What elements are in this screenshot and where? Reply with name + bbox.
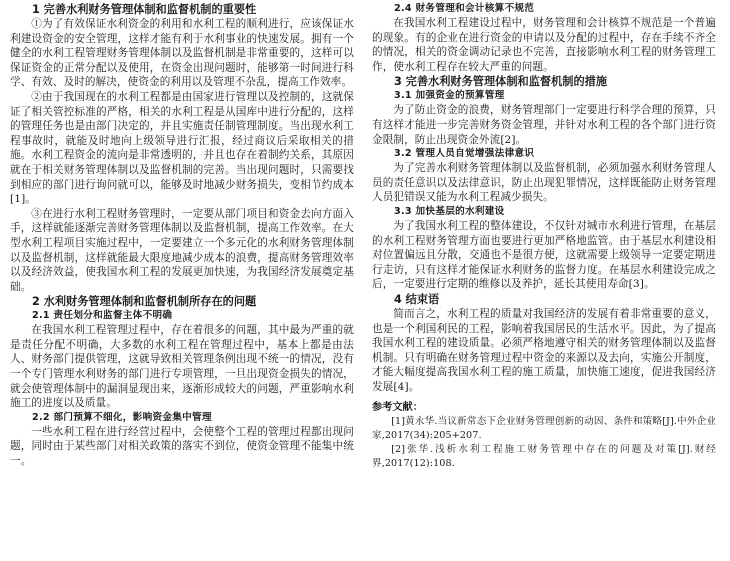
section-3-3-paragraph: 为了我国水利工程的整体建设，不仅针对城市水利进行管理，在基层的水利工程财务管理方面也要进行更加严格地监管。由于基层水利建设相对位置偏远且分散，交通也不是很方便，这就需要上级领导一定要定期进行走访，只有这样才能保证水利财务的监督力度。在基层水利建设完成之后，一定要进行定期的维修以及养护，延长其使用寿命[3]。 — [372, 219, 716, 291]
section-2-1-paragraph: 在我国水利工程管理过程中，存在着很多的问题，其中最为严重的就是责任分配不明确，大多数的水利工程在管理过程中，基本上都是由法人、财务部门提供管理，这就导致相关管理条例出现不统一的情况，没有一个专门管理水利财务的部门进行专项管理，一旦出现资金损失的情况，就会使管理体制中的漏洞显现出来，逐渐形成较大的问题，严重影响水利施工的进度以及质量。 — [10, 324, 354, 410]
section-1-paragraph-1: ①为了有效保证水利资金的利用和水利工程的顺利进行，应该保证水利建设资金的安全管理，这样才能有利于水利事业的快速发展。拥有一个健全的水利工程管理财务管理体制以及监督机制是非常重要的，这样可以保证资金的正常分配以及使用，在资金出现问题时，能够第一时间进行科学、有效、及时的解决，使资金的利用以及管理不杂乱，提高工作效率。 — [10, 18, 354, 89]
section-2-2-paragraph: 一些水利工程在进行经营过程中，会使整个工程的管理过程都出现问题，同时由于某些部门对相关政策的落实不到位，使资金管理不能集中统一。 — [10, 425, 354, 468]
right-column — [372, 2, 716, 471]
section-3-3-heading: 3.3 加快基层的水利建设 — [394, 205, 505, 217]
left-column — [10, 2, 354, 469]
section-3-heading: 3 完善水利财务管理体制和监督机制的措施 — [394, 75, 608, 89]
references-heading: 参考文献： — [372, 402, 423, 414]
section-4-heading: 4 结束语 — [394, 292, 440, 306]
section-2-4-heading: 2.4 财务管理和会计核算不规范 — [394, 3, 535, 14]
section-3-2-paragraph: 为了完善水利财务管理体制以及监督机制，必须加强水利财务管理人员的责任意识以及法律意识，防止出现犯罪情况，这样既能防止财务管理人员犯错误又能为水利工程减少损失。 — [372, 162, 716, 204]
section-1-heading: 1 完善水利财务管理体制和监督机制的重要性 — [32, 3, 257, 16]
section-3-1-heading: 3.1 加强资金的预算管理 — [394, 90, 505, 102]
section-2-heading: 2 水利财务管理体制和监督机制所存在的问题 — [32, 295, 257, 309]
section-3-1-paragraph: 为了防止资金的浪费，财务管理部门一定要进行科学合理的预算，只有这样才能进一步完善财务资金管理，并针对水利工程的各个部门进行资金限制，防止出现资金外流[2]。 — [372, 104, 716, 146]
section-1-paragraph-3: ③在进行水利工程财务管理时，一定要从部门项目和资金去向方面入手，这样就能逐渐完善财务管理体制以及监督机制，提高工作效率。在大型水利工程项目实施过程中，一定要建立一个多元化的水利财务管理体制以及监督机制，这样就能最大限度地减少成本的浪费，提高财务管理效率以及经济效益，使我国水利工程的发展更加快速，为我国经济发展奠定基础。 — [10, 207, 354, 293]
conclusion-paragraph: 简而言之，水利工程的质量对我国经济的发展有着非常重要的意义，也是一个利国利民的工程，影响着我国居民的生活水平。因此，为了提高我国水利工程的建设质量。必须严格地遵守相关的财务管理体制以及监督机制。只有明确在财务管理过程中资金的来源以及去向，实施公开制度，才能大幅度提高我国水利工程的施工质量，加快施工速度，促进我国经济发展[4]。 — [372, 307, 716, 393]
section-2-1-heading: 2.1 责任划分和监督主体不明确 — [32, 310, 173, 322]
reference-1: [1]黄永华.当议新常态下企业财务管理创新的动因、条件和策略[J].中外企业家,2017(34):205+207. — [372, 416, 716, 442]
section-2-4-paragraph: 在我国水利工程建设过程中，财务管理和会计核算不规范是一个普遍的现象。有的企业在进行资金的申请以及分配的过程中，存在手续不齐全的情况，相关的资金调动记录也不完善，直接影响水利工程的财务管理工作，使水利工程存在较大严重的问题。 — [372, 17, 716, 73]
section-3-2-heading: 3.2 管理人员自觉增强法律意识 — [394, 148, 535, 160]
reference-2: [2]张华.浅析水利工程施工财务管理中存在的问题及对策[J].财经界,2017(12):108. — [372, 444, 716, 470]
section-2-2-heading: 2.2 部门预算不细化，影响资金集中管理 — [32, 411, 212, 423]
section-1-paragraph-2: ②由于我国现在的水利工程都是由国家进行管理以及控制的，这就保证了相关管控标准的严格，相关的水利工程是从国库中进行分配的，这样的管理任务也是由部门决定的，并且实施责任制管理制度。当出现水利工程事故时，就能及时地向上级领导进行汇报，经过商议后采取相关的措施。水利工程资金的流向是非常透明的，并且也存在着制约关系，其原因就在于相关财务管理体制以及监督机制的完善。当出现问题时，只需要找到相应的部门进行询问就可以，能够及时地减少财务损失，变相节约成本[1]。 — [10, 90, 354, 206]
